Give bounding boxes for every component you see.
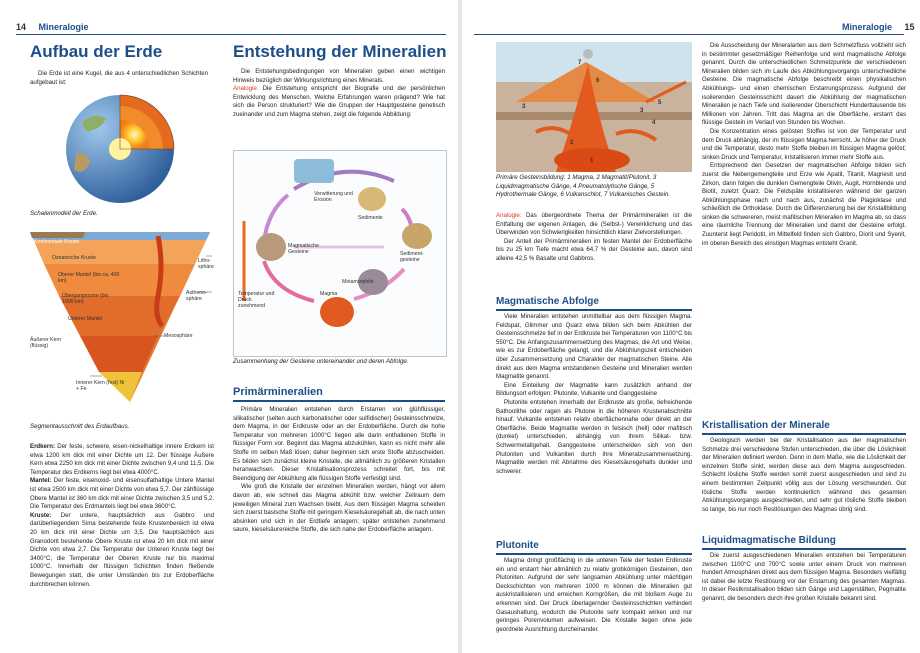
label-temperatur-druck: Temperatur und Druck zunehmend bbox=[238, 291, 275, 310]
label-mesosphaere: Mesosphäre bbox=[164, 333, 193, 339]
primary-text: Primäre Mineralien entstehen durch Erstarren von glühflüssiger, silikatischer (selten auch karbonatischer oder sulfidischer) Gesteinsschmelze, dem Magma, in der Erdkruste oder an der Erdoberfläche. Durch die hohe Temperatur von mehreren 1000°C liegen alle darin enthaltenen Stoffe in flüssiger Form vor. Beginnt das Magma abzukühlen, kann es nicht mehr alle Stoffe im selben Maß lösen; daher beginnen sich erste Stoffe abzuscheiden. Es bilden sich zunächst kleine Kristalle, die allmählich zu größeren Kristallen heranwachsen. Dieser Kristallisationsprozess schreitet fort, bis mit Beendigung der Abkühlung alle flüssigen Stoffe verfestigt sind. Wie groß die Kristalle der einzelnen Mineralien werden, hängt vor allem davon ab, wie schnell das Magma abkühlt bzw. welcher Zeitraum dem jeweiligen Mineral zum Wachsen bleibt. Aus dem flüssigen Magma scheiden sich zuerst basische Stoffe mit geringem Kieselsäuregehalt ab, die nach unten absinken und sich in der Erdtiefe anlagern; später entstehen zunehmend saure, kieselsäurereiche Stoffe, die sich nahe der Erdoberfläche anlagern. bbox=[233, 406, 445, 534]
earth-shell-model bbox=[52, 92, 192, 207]
figure-number-6: 6 bbox=[596, 78, 600, 84]
paragraph-mantel: Mantel: Der feste, eisenoxid- und eisensulfathaltige Untere Mantel ist etwa 2500 km dick mit einer Dichte von etwa 5,7. Der zähflüssige Obere Mantel ist 360 km dick mit einer Dichte zwischen 3,5 und 5,2. Die Temperatur des Erdmantels liegt bei etwa 3600°C. bbox=[30, 477, 214, 511]
running-title-right: Mineralogie bbox=[842, 22, 893, 32]
crystallisation-text: Geologisch werden bei der Kristallisation aus der magmatischen Schmelze drei verschiedene Stufen unterschieden, die über die Löslichkeit der Mineralien definiert werden. Denn in dem Maße, wie die Löslichkeit der einzelnen Stoffe sinkt, werden diese aus dem Magma ausgeschieden. Schlecht lösliche Stoffe werden somit zuerst ausgeschieden und sind zu einem bestimmten Zeitpunkt völlig aus der Lösung verschwunden. Gut lösliche Stoffe werden kontinuierlich während des gesamten Abkühlungsvorgangs ausgeschieden, und sehr gut lösliche Stoffe bleiben so lange, bis nur noch Restlösungen des Magmas übrig sind. bbox=[702, 437, 906, 513]
label-uebergangszone: Übergangszone (bis 1000 km) bbox=[62, 293, 109, 306]
label-sedimentgesteine: Sediment-gesteine bbox=[400, 251, 424, 264]
primary-rock-caption: Primäre Gesteinsbildung: 1 Magma, 2 Magmatit/Plutonit, 3 Liquidmagmatische Gänge, 4 Pneumatolytische Gänge, 5 Hydrothermale Gänge, 6 Vulkanschlot, 7 Vulkanisches Gestein. bbox=[496, 174, 671, 198]
label-sedimente: Sedimente bbox=[358, 215, 383, 221]
earth-intro: Die Erde ist eine Kugel, die aus 4 unterschiedlichen Schichten aufgebaut ist: bbox=[30, 70, 208, 86]
label-verwitterung: Verwitterung und Erosion bbox=[314, 191, 353, 204]
figure-number-4: 4 bbox=[652, 120, 656, 126]
cycle-caption: Zusammenhang der Gesteine untereinander und deren Abfolge. bbox=[233, 358, 409, 365]
left-page-header bbox=[16, 22, 89, 32]
paragraph-erdkern: Erdkern: Der feste, schwere, eisen-nickelhaltige innere Erdkern ist etwa 1200 km dick mit einer Dichte um 12. Der flüssige Äußere Kern etwa 2250 km dick mit einer Dichte zwischen 9,4 und 11,5. Die Temperatur des Erdkerns liegt bei etwa 4000°C. bbox=[30, 443, 214, 476]
label-oberer-mantel: Oberer Mantel (bis ca. 400 km) bbox=[58, 272, 120, 285]
label-asthenosphaere: Astheno-sphäre bbox=[186, 290, 207, 303]
earth-body-text bbox=[30, 443, 214, 589]
paragraph-kruste: Kruste: Der untere, hauptsächlich aus Gabbro und darüberliegendem Sima bestehende feste Krustenbereich ist etwa 20 km dick mit einer Dichte um 3,5. Die hauptsächlich aus Granodorit bestehende Obere Kruste ist etwa 20 km dick mit einer Dichte von etwa 2,7. Die Temperatur der Unteren Kruste liegt bei 3400°C, die Temperatur der Oberen Kruste nur bis maximal 1000°C. Innerhalb der flüssigen Schichten finden fließende Bewegungen statt, die unter Umständen bis zur Erdoberfläche durchbrechen können. bbox=[30, 511, 214, 588]
crystallisation-title: Kristallisation der Minerale bbox=[702, 420, 830, 431]
primary-title-rule bbox=[233, 400, 445, 402]
figure-number-3b: 3 bbox=[640, 108, 644, 114]
plutonite-title-rule bbox=[496, 553, 692, 555]
figure-number-3a: 3 bbox=[522, 104, 526, 110]
earth-caption: Schalenmodell der Erde. bbox=[30, 210, 98, 217]
plutonite-text: Magma dringt großflächig in die unteren Teile der festen Erdkruste ein und erstarrt hier allmählich zu relativ grobkörnigen Gesteinen, den Plutoniten. Aufgrund der sehr langsamen Abkühlung unter mächtigen Deckschichten von mehreren 1000 m können die Mineralien gut auskristallisieren und erreichen Korngrößen, die mit bloßem Auge zu erkennen sind. Der Druck überlagernder Gesteinsschichten verhindert Gasaushaltung, wodurch die Plutonite sehr kompakt wirken und nur geringes Porenvolumen aufweisen. Die Kristalle liegen ohne jede geordnete Ausrichtung durcheinander. bbox=[496, 557, 692, 633]
figure-number-2: 2 bbox=[570, 140, 574, 146]
label-innerer-kern: Innerer Kern (fest) Ni + Fe bbox=[76, 380, 125, 393]
rock-cycle-diagram bbox=[233, 150, 447, 357]
figure-number-1: 1 bbox=[590, 158, 594, 164]
magma-sample bbox=[320, 297, 354, 327]
page-number-left: 14 bbox=[16, 22, 27, 32]
segment-caption: Segmentausschnitt des Erdaufbaus. bbox=[30, 423, 130, 430]
page-number-right: 15 bbox=[904, 22, 915, 32]
earth-title: Aufbau der Erde bbox=[30, 42, 163, 61]
liquid-magmatic-title-rule bbox=[702, 548, 906, 550]
mineral-intro-text: Die Entstehungsbedingungen von Mineralien geben einen wichtigen Hinweis bezüglich der Wirkungsrichtung eines Minerals. Analogie: Die Entstehung entspricht der Biografie und der persönlichen Entwicklung des Menschen. Welche Erfahrungen waren prägend? Wie hat sich die Person strukturiert? Wie die Gruppen der Hauptgesteine genetisch zueinander und zum Magma stehen, zeigt die folgende Abbildung: bbox=[233, 68, 445, 118]
label-ozeanische-kruste: Ozeanische Kruste bbox=[52, 255, 96, 261]
label-unterer-mantel: Unterer Mantel bbox=[68, 316, 103, 322]
sedimentary-rock-sample bbox=[402, 223, 432, 249]
header-rule-left bbox=[16, 34, 446, 35]
running-title-left: Mineralogie bbox=[38, 22, 89, 32]
label-lithosphaere: Litho-sphäre bbox=[198, 258, 214, 271]
label-magmatische-gesteine: Magmatische Gesteine bbox=[288, 243, 319, 256]
primary-title: Primärmineralien bbox=[233, 386, 323, 398]
right-page bbox=[462, 0, 920, 653]
magmatic-text: Viele Mineralien entstehen unmittelbar aus dem flüssigen Magma. Feldspat, Glimmer und Quarz etwa bilden sich beim Abkühlen der Gesteinsschmelze tief in der Erdkruste bei Temperaturen von 1100°C bis 550°C. Die Anfangszusammensetzung des Magmas, die Art und Weise, wie es zur Erdoberfläche gelangt, und die Abkühlungszeit entscheiden über Zusammensetzung und Charakter der magmatischen Steine. Alle direkt aus dem Magma entstandenen Gesteine und Mineralien werden Magmatite genannt. Eine Einteilung der Magmatite kann zusätzlich anhand der Bildungsort erfolgen: Plutonite, Vulkanite und Ganggesteine Plutonite entstehen innerhalb der Erdkruste als große, tiefreichende Bathoolithe oder ragen als Plutone in die höheren Krustenabschnitte hinauf. Vulkanite entstehen relativ oberflächennahe oder direkt an der Oberfläche. Beide Magmatite werden in felsisch (hell) oder mafitisch (dunkel) unterschieden, abhängig von ihrem Silikat- bzw. Schwermetallgehalt. Ganggesteine unterscheiden sich von den Plutoniten und Vulkaniten durch ihre Mineralzusammensetzung. Magmatite werden mit Abnahme des Kieselsäuregehalts dunkler und schwerer. bbox=[496, 313, 692, 475]
earth-segment-diagram bbox=[30, 226, 216, 406]
figure-number-5: 5 bbox=[658, 100, 662, 106]
weathering-scene bbox=[294, 159, 334, 183]
label-magma: Magma bbox=[320, 291, 338, 297]
igneous-rock-sample bbox=[256, 233, 286, 261]
mineral-title: Entstehung der Mineralien bbox=[233, 42, 447, 61]
right-analogie-text: Analogie: Das übergeordnete Thema der Primärmineralien ist die Entfaltung der eigenen Anlagen, die (Selbst-) Verwirklichung und das Überwinden von Schwierigkeiten hinsichtlich klarer Zielvorstellungen. Der Anteil der Primärmineralien im festen Mantel der Erdoberfläche bis zu 25 km Tiefe macht etwa 64,7 % der Gesteine aus, davon sind alleine 42,5 % Basalte und Gabbros. bbox=[496, 212, 692, 262]
magmatic-sequence-text: Die Ausscheidung der Mineralarten aus dem Schmelzfluss vollzieht sich in bestimmter gesetzmäßiger Reihenfolge und wird magmatische Abfolge genannt. Durch die unterschiedlichen Schmelzpunkte der verschiedenen Mineralien bilden sich im Laufe des Abkühlungsvorgangs unterschiedliche Gesteine. Die magmatische Abfolge beschreibt einen physikalischen Abkühlungs- und einen chemischen Erstarrungsprozess. Aufgrund der isolierenden Gesteinsschicht dauert die Abkühlung der magmatischen Mineralien je nach Tiefe und isolierender Oberschicht Hunderttausende bis Millionen von Jahren. Tritt das Magma an die Oberfläche, erstarrt das flüssige Gestein im Verlauf von Stunden bis Wochen. Die Konzentration eines gelösten Stoffes ist von der Temperatur und dem Druck abhängig, der im flüssigen Magma herrscht. Je höher der Druck und die Temperatur, desto mehr Stoffe bleiben im flüssigen Magma gelöst; sinken Druck und Temperatur, kristallisieren immer mehr Stoffe aus. Entsprechend den Gesetzen der magmatischen Abfolge bilden sich zuerst die Nebengemengteile und Erze wie Apatit, Titanit, Magnesit und Zirkon, dann folgen die dunklen Gemengteile Olivin, Augit, Hornblende und Biotit, zuletzt Quarz. Die Feldspäte kristallisieren während der ganzen Abkühlungsphase nach und nach aus, zunächst die Plagioklase und schließlich die Orthoklase. Durch die Differenzierung bei der Kristallbildung sinken die schwereren, meist mafitischen Mineralien im Magma ab, so dass eine räumliche Trennung der Mineralien und damit der Gesteine erfolgt. Zuunterst liegt Peridotit, im Mittelfeld finden sich Gabbro, Diorit und Syenit, im oberen Bereich des einstigen Magmas entsteht Granit. bbox=[702, 42, 906, 247]
figure-number-7: 7 bbox=[578, 60, 582, 66]
header-rule-right bbox=[474, 34, 904, 35]
magmatic-title-rule bbox=[496, 309, 692, 311]
plutonite-title: Plutonite bbox=[496, 540, 539, 551]
right-page-header bbox=[842, 22, 915, 32]
left-page bbox=[0, 0, 458, 653]
sediment-sample bbox=[358, 187, 386, 211]
liquid-magmatic-title: Liquidmagmatische Bildung bbox=[702, 535, 836, 546]
label-metamorphite: Metamorphite bbox=[342, 279, 374, 285]
volcano-illustration bbox=[496, 42, 692, 172]
liquid-magmatic-text: Die zuerst ausgeschiedenen Mineralien entstehen bei Temperaturen zwischen 1100°C und 700°C sowie unter einem Druck von mehreren hundert Atmosphären direkt aus dem flüssigen Magma. Besonders vielfältig ist dabei die letzte Restlösung vor der Erstarrung des gesamten Magmas. In dieser Restkristallisation bilden sich Gänge und Lagerstätten, Pegmatite genannt, die besonders durch ihre großen Kristalle bekannt sind. bbox=[702, 552, 906, 602]
magmatic-title: Magmatische Abfolge bbox=[496, 296, 599, 307]
label-kontinentale-kruste: Kontinentale Kruste bbox=[34, 239, 80, 245]
label-aeusserer-kern: Äußerer Kern (flüssig) bbox=[30, 337, 62, 350]
crystallisation-title-rule bbox=[702, 433, 906, 435]
